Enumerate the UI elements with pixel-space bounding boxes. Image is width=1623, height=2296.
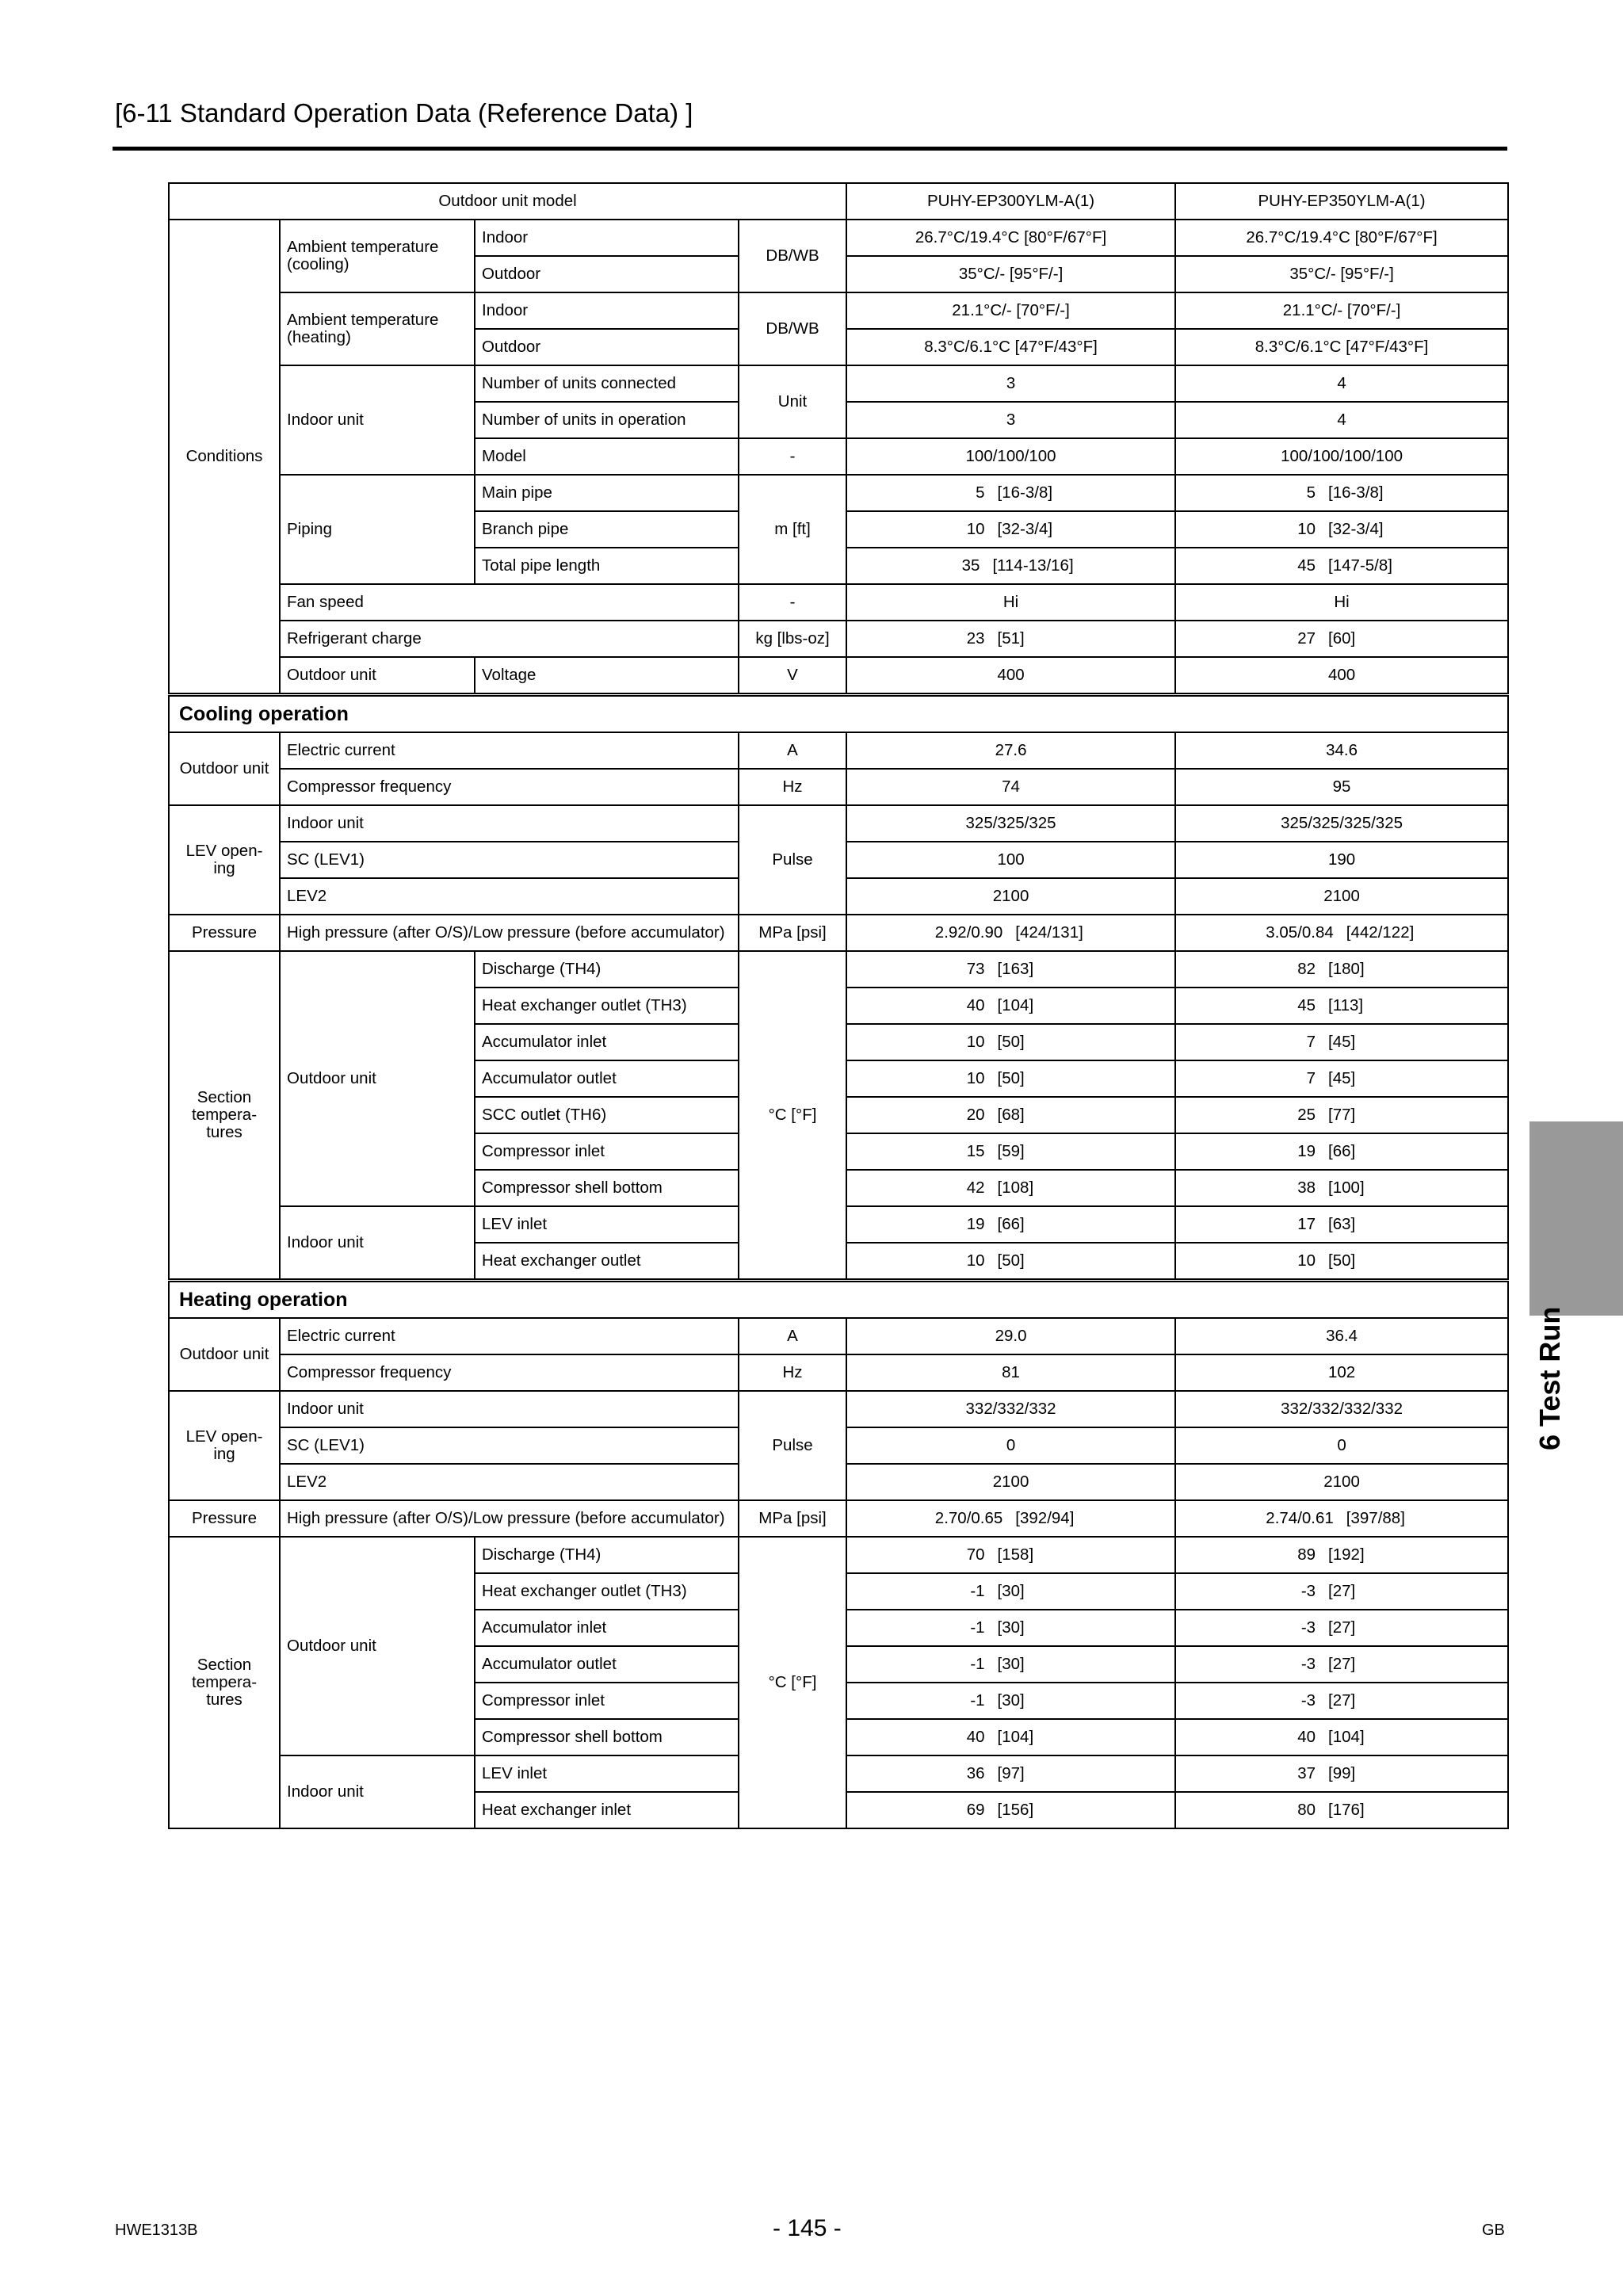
value-imperial: [104] [1328,1728,1365,1746]
unit-label: Unit [739,365,846,438]
cell-value [846,621,1175,657]
value-si: 10 [966,1033,985,1051]
cell-value [846,1024,1175,1060]
cell-value: 21.1°C/- [70°F/-] [1175,292,1508,329]
table-row [169,1318,1508,1354]
pulse-unit: Pulse [739,1391,846,1500]
value-imperial: [45] [1328,1033,1356,1051]
section-temps-label: Section tempera-tures [169,951,280,1281]
value-si: 73 [966,960,985,978]
value-si: 19 [1297,1142,1316,1160]
cell-value: 190 [1175,842,1508,878]
value-imperial: [27] [1328,1582,1356,1600]
cell-value [846,1573,1175,1610]
value-imperial: [66] [1328,1142,1356,1160]
value-imperial: [27] [1328,1691,1356,1710]
page-title: [6-11 Standard Operation Data (Reference Data) ] [115,98,693,128]
degc-unit: °C [°F] [739,951,846,1281]
hz-unit: Hz [739,1354,846,1391]
cell-value [846,915,1175,951]
value-imperial: [114-13/16] [992,556,1074,575]
value-si: 23 [966,629,985,648]
table-row [169,695,1508,733]
value-imperial: [442/122] [1346,923,1415,942]
value-imperial: [163] [997,960,1034,978]
v-unit: V [739,657,846,695]
value-si: 40 [966,1728,985,1746]
value-imperial: [16-3/8] [997,483,1053,502]
cell-value: 29.0 [846,1318,1175,1354]
temp-point-label: Heat exchanger inlet [475,1792,739,1828]
cell-value [846,988,1175,1024]
model-name-1: PUHY-EP300YLM-A(1) [846,183,1175,220]
value-si: 80 [1297,1801,1316,1819]
cell-value [846,1500,1175,1537]
outdoor-label: Outdoor [475,256,739,292]
electric-current-label: Electric current [280,1318,739,1354]
value-imperial: [32-3/4] [1328,520,1384,538]
outdoor-label: Outdoor [475,329,739,365]
cell-value: 332/332/332 [846,1391,1175,1427]
lev2-label: LEV2 [280,878,739,915]
value-imperial: [97] [997,1764,1025,1782]
value-imperial: [45] [1328,1069,1356,1087]
value-si: 19 [966,1215,985,1233]
model-label: Outdoor unit model [169,183,846,220]
cell-value [846,475,1175,511]
temp-point-label: LEV inlet [475,1206,739,1243]
value-si: 42 [966,1179,985,1197]
table-row [169,915,1508,951]
temp-point-label: Compressor inlet [475,1683,739,1719]
value-si: 89 [1297,1545,1316,1564]
value-si: 10 [966,520,985,538]
outdoor-unit-label: Outdoor unit [169,1318,280,1391]
value-imperial: [108] [997,1179,1034,1197]
cell-value: 332/332/332/332 [1175,1391,1508,1427]
value-imperial: [50] [997,1069,1025,1087]
value-si: 2.74/0.61 [1266,1509,1334,1527]
cell-value [1175,1610,1508,1646]
pressure-desc: High pressure (after O/S)/Low pressure (before accumulator) [280,915,739,951]
cell-value [1175,475,1508,511]
value-si: 40 [966,996,985,1014]
value-imperial: [77] [1328,1106,1356,1124]
value-si: 7 [1306,1033,1316,1051]
mpa-unit: MPa [psi] [739,1500,846,1537]
model-row-label: Model [475,438,739,475]
indoor-unit-label: Indoor unit [280,1391,739,1427]
temp-point-label: Compressor shell bottom [475,1170,739,1206]
value-si: 5 [976,483,985,502]
value-imperial: [180] [1328,960,1365,978]
value-si: -1 [970,1691,985,1710]
cell-value: 0 [846,1427,1175,1464]
cell-value [1175,1206,1508,1243]
value-imperial: [156] [997,1801,1034,1819]
table-row [169,1537,1508,1573]
temp-point-label: SCC outlet (TH6) [475,1097,739,1133]
cell-value: 35°C/- [95°F/-] [846,256,1175,292]
cell-value: 2100 [846,1464,1175,1500]
cell-value: 2100 [846,878,1175,915]
value-si: 45 [1297,996,1316,1014]
cell-value: Hi [1175,584,1508,621]
value-si: 5 [1306,483,1316,502]
cell-value [1175,1170,1508,1206]
table-row [169,220,1508,256]
cell-value [846,1646,1175,1683]
indoor-unit-label: Indoor unit [280,1206,475,1281]
cell-value [1175,915,1508,951]
cell-value: 81 [846,1354,1175,1391]
cell-value [1175,1133,1508,1170]
value-imperial: [113] [1328,996,1364,1014]
voltage-label: Voltage [475,657,739,695]
comp-freq-label: Compressor frequency [280,769,739,805]
cell-value [846,1243,1175,1281]
indoor-label: Indoor [475,292,739,329]
cell-value [846,1133,1175,1170]
temp-point-label: Compressor inlet [475,1133,739,1170]
value-si: -1 [970,1618,985,1637]
cell-value [846,511,1175,548]
table-row [169,475,1508,511]
value-imperial: [30] [997,1655,1025,1673]
pressure-label: Pressure [169,915,280,951]
value-si: -1 [970,1582,985,1600]
value-si: 3.05/0.84 [1266,923,1334,942]
cell-value: 95 [1175,769,1508,805]
value-si: -3 [1300,1582,1316,1600]
temp-point-label: Heat exchanger outlet [475,1243,739,1281]
table-row [169,1354,1508,1391]
cell-value: 2100 [1175,878,1508,915]
cell-value: 34.6 [1175,732,1508,769]
value-imperial: [192] [1328,1545,1365,1564]
indoor-unit-label: Indoor unit [280,365,475,475]
cell-value: 3 [846,365,1175,402]
indoor-unit-label: Indoor unit [280,1755,475,1828]
cell-value: 2100 [1175,1464,1508,1500]
value-si: 10 [1297,520,1316,538]
cell-value [846,1719,1175,1755]
outdoor-unit-label: Outdoor unit [280,951,475,1206]
section-temps-label: Section tempera-tures [169,1537,280,1828]
value-imperial: [30] [997,1582,1025,1600]
value-imperial: [104] [997,1728,1034,1746]
temp-point-label: Discharge (TH4) [475,951,739,988]
cell-value [1175,1573,1508,1610]
header-rule [113,147,1507,151]
table-row [169,657,1508,695]
value-imperial: [60] [1328,629,1356,648]
value-si: 10 [966,1251,985,1270]
value-si: 37 [1297,1764,1316,1782]
value-si: -1 [970,1655,985,1673]
pulse-unit: Pulse [739,805,846,915]
kg-unit: kg [lbs-oz] [739,621,846,657]
value-imperial: [50] [1328,1251,1356,1270]
cell-value [846,1683,1175,1719]
cell-value [846,1060,1175,1097]
table-row [169,951,1508,988]
cell-value: 3 [846,402,1175,438]
pressure-desc: High pressure (after O/S)/Low pressure (before accumulator) [280,1500,739,1537]
conditions-label: Conditions [169,220,280,695]
num-connected-label: Number of units connected [475,365,739,402]
cell-value: 325/325/325 [846,805,1175,842]
table-row [169,805,1508,842]
value-si: 38 [1297,1179,1316,1197]
piping-label: Piping [280,475,475,584]
total-pipe-label: Total pipe length [475,548,739,584]
cell-value [846,548,1175,584]
cell-value: 26.7°C/19.4°C [80°F/67°F] [1175,220,1508,256]
value-imperial: [27] [1328,1618,1356,1637]
value-si: -3 [1300,1691,1316,1710]
lev-opening-label: LEV open-ing [169,805,280,915]
cell-value [1175,988,1508,1024]
cell-value: 100/100/100 [846,438,1175,475]
cell-value: 100/100/100/100 [1175,438,1508,475]
document-code: HWE1313B [115,2222,198,2239]
branch-pipe-label: Branch pipe [475,511,739,548]
value-imperial: [68] [997,1106,1025,1124]
cell-value [1175,1243,1508,1281]
value-imperial: [16-3/8] [1328,483,1384,502]
temp-point-label: Accumulator outlet [475,1060,739,1097]
degc-unit: °C [°F] [739,1537,846,1828]
electric-current-label: Electric current [280,732,739,769]
cell-value [1175,1646,1508,1683]
value-si: 70 [966,1545,985,1564]
mft-unit: m [ft] [739,475,846,584]
value-imperial: [104] [997,996,1034,1014]
value-imperial: [158] [997,1545,1034,1564]
hz-unit: Hz [739,769,846,805]
cell-value: 100 [846,842,1175,878]
temp-point-label: Accumulator inlet [475,1024,739,1060]
value-si: -3 [1300,1618,1316,1637]
indoor-label: Indoor [475,220,739,256]
outdoor-unit-label: Outdoor unit [280,1537,475,1755]
value-imperial: [176] [1328,1801,1365,1819]
cell-value: 36.4 [1175,1318,1508,1354]
cell-value [846,1537,1175,1573]
cell-value [846,1610,1175,1646]
cell-value [1175,1719,1508,1755]
cell-value [846,951,1175,988]
heating-section-title: Heating operation [169,1281,1508,1319]
cell-value [1175,621,1508,657]
cell-value [1175,1500,1508,1537]
value-imperial: [30] [997,1691,1025,1710]
comp-freq-label: Compressor frequency [280,1354,739,1391]
value-si: 27 [1297,629,1316,648]
value-si: 15 [966,1142,985,1160]
value-imperial: [51] [997,629,1025,648]
cell-value: 74 [846,769,1175,805]
temp-point-label: Heat exchanger outlet (TH3) [475,988,739,1024]
cell-value: Hi [846,584,1175,621]
dash-unit: - [739,438,846,475]
fan-speed-label: Fan speed [280,584,739,621]
cell-value: 27.6 [846,732,1175,769]
amb-cooling-label: Ambient temperature (cooling) [280,220,475,292]
indoor-unit-label: Indoor unit [280,805,739,842]
value-imperial: [392/94] [1015,1509,1075,1527]
table-row [169,584,1508,621]
cell-value [1175,1755,1508,1792]
mpa-unit: MPa [psi] [739,915,846,951]
language-code: GB [1482,2222,1505,2239]
num-operation-label: Number of units in operation [475,402,739,438]
cell-value: 4 [1175,402,1508,438]
page-number: - 145 - [773,2215,842,2241]
temp-point-label: Accumulator inlet [475,1610,739,1646]
value-si: 7 [1306,1069,1316,1087]
value-imperial: [424/131] [1015,923,1083,942]
value-imperial: [147-5/8] [1328,556,1392,575]
cooling-section-title: Cooling operation [169,695,1508,733]
cell-value: 21.1°C/- [70°F/-] [846,292,1175,329]
lev2-label: LEV2 [280,1464,739,1500]
table-row [169,365,1508,402]
table-row [169,1281,1508,1319]
cell-value [1175,1060,1508,1097]
value-si: 2.92/0.90 [934,923,1003,942]
value-si: -3 [1300,1655,1316,1673]
cell-value: 4 [1175,365,1508,402]
refrigerant-charge-label: Refrigerant charge [280,621,739,657]
cell-value [846,1206,1175,1243]
value-imperial: [50] [997,1033,1025,1051]
value-imperial: [66] [997,1215,1025,1233]
standard-operation-data-table [168,182,1509,1829]
cell-value: 26.7°C/19.4°C [80°F/67°F] [846,220,1175,256]
model-name-2: PUHY-EP350YLM-A(1) [1175,183,1508,220]
value-si: 69 [966,1801,985,1819]
cell-value: 102 [1175,1354,1508,1391]
temp-point-label: Heat exchanger outlet (TH3) [475,1573,739,1610]
value-si: 25 [1297,1106,1316,1124]
value-imperial: [50] [997,1251,1025,1270]
outdoor-unit-label: Outdoor unit [169,732,280,805]
value-imperial: [99] [1328,1764,1356,1782]
value-imperial: [100] [1328,1179,1365,1197]
chapter-tab [1529,1121,1623,1316]
value-imperial: [27] [1328,1655,1356,1673]
cell-value: 8.3°C/6.1°C [47°F/43°F] [846,329,1175,365]
pressure-label: Pressure [169,1500,280,1537]
value-imperial: [63] [1328,1215,1356,1233]
cell-value [1175,1683,1508,1719]
value-si: 36 [966,1764,985,1782]
cell-value: 325/325/325/325 [1175,805,1508,842]
chapter-tab-label: 6 Test Run [1533,1306,1566,1450]
table-row [169,1391,1508,1427]
a-unit: A [739,732,846,769]
temp-point-label: Compressor shell bottom [475,1719,739,1755]
dash-unit: - [739,584,846,621]
main-pipe-label: Main pipe [475,475,739,511]
value-si: 40 [1297,1728,1316,1746]
temp-point-label: Discharge (TH4) [475,1537,739,1573]
table-row [169,732,1508,769]
cell-value [846,1792,1175,1828]
value-si: 20 [966,1106,985,1124]
sc-lev1-label: SC (LEV1) [280,1427,739,1464]
cell-value [1175,1097,1508,1133]
outdoor-unit-label: Outdoor unit [280,657,475,695]
value-imperial: [30] [997,1618,1025,1637]
value-si: 82 [1297,960,1316,978]
table-row [169,183,1508,220]
cell-value [846,1755,1175,1792]
table-row [169,769,1508,805]
cell-value [1175,1792,1508,1828]
dbwb-unit: DB/WB [739,220,846,292]
temp-point-label: Accumulator outlet [475,1646,739,1683]
value-imperial: [32-3/4] [997,520,1053,538]
cell-value: 35°C/- [95°F/-] [1175,256,1508,292]
cell-value: 400 [1175,657,1508,695]
value-imperial: [397/88] [1346,1509,1405,1527]
cell-value [1175,511,1508,548]
cell-value [1175,1024,1508,1060]
value-si: 17 [1297,1215,1316,1233]
amb-heating-label: Ambient temperature (heating) [280,292,475,365]
value-si: 45 [1297,556,1316,575]
value-si: 10 [966,1069,985,1087]
table-row [169,1500,1508,1537]
value-imperial: [59] [997,1142,1025,1160]
cell-value [1175,548,1508,584]
cell-value [846,1097,1175,1133]
value-si: 35 [961,556,980,575]
value-si: 2.70/0.65 [934,1509,1003,1527]
cell-value [1175,951,1508,988]
cell-value: 8.3°C/6.1°C [47°F/43°F] [1175,329,1508,365]
a-unit: A [739,1318,846,1354]
sc-lev1-label: SC (LEV1) [280,842,739,878]
table-row [169,292,1508,329]
temp-point-label: LEV inlet [475,1755,739,1792]
lev-opening-label: LEV open-ing [169,1391,280,1500]
value-si: 10 [1297,1251,1316,1270]
table-row [169,621,1508,657]
cell-value: 0 [1175,1427,1508,1464]
cell-value [1175,1537,1508,1573]
cell-value: 400 [846,657,1175,695]
cell-value [846,1170,1175,1206]
dbwb-unit: DB/WB [739,292,846,365]
